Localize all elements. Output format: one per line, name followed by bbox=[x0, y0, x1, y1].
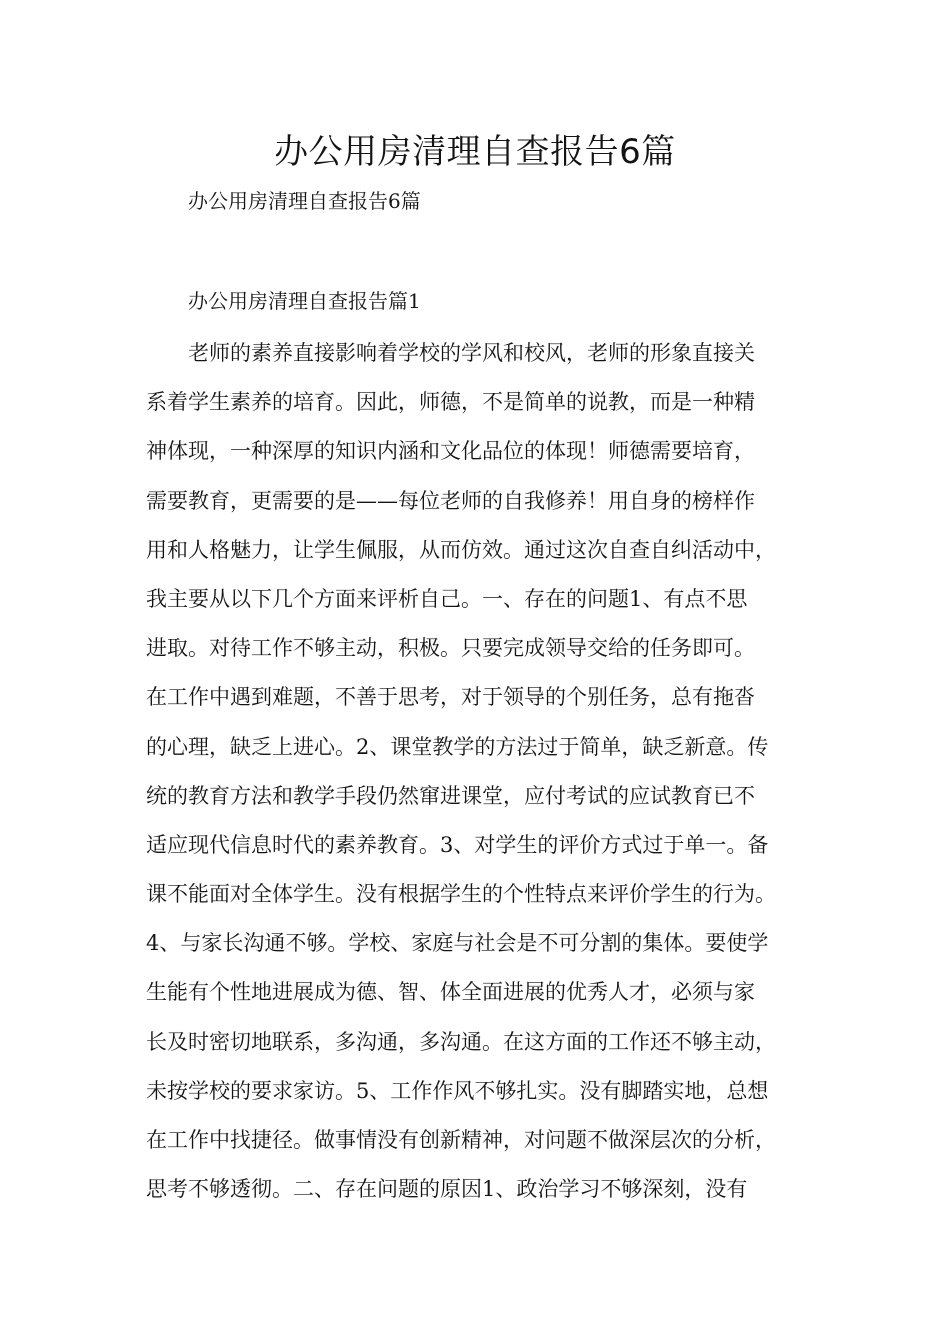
body-line: 生能有个性地进展成为德、智、体全面进展的优秀人才，必须与家 bbox=[146, 980, 755, 1005]
subtitle: 办公用房清理自查报告6篇 bbox=[188, 189, 421, 213]
body-line: 在工作中遇到难题，不善于思考，对于领导的个别任务，总有拖沓 bbox=[146, 685, 755, 710]
body-line: 统的教育方法和教学手段仍然窜进课堂，应付考试的应试教育已不 bbox=[146, 783, 755, 808]
body-paragraph bbox=[146, 334, 836, 1219]
body-line: 老师的素养直接影响着学校的学风和校风，老师的形象直接关 bbox=[188, 341, 755, 365]
body-line: 课不能面对全体学生。没有根据学生的个性特点来评价学生的行为。 bbox=[146, 882, 776, 907]
body-line: 进取。对待工作不够主动，积极。只要完成领导交给的任务即可。 bbox=[146, 636, 755, 661]
body-line: 长及时密切地联系，多沟通，多沟通。在这方面的工作还不够主动， bbox=[146, 1029, 776, 1054]
body-line: 我主要从以下几个方面来评析自己。一、存在的问题1、有点不思 bbox=[146, 586, 748, 611]
section-heading: 办公用房清理自查报告篇1 bbox=[188, 289, 421, 313]
body-line: 需要教育，更需要的是——每位老师的自我修养！用自身的榜样作 bbox=[146, 488, 755, 513]
body-line: 未按学校的要求家访。5、工作作风不够扎实。没有脚踏实地，总想 bbox=[146, 1078, 769, 1103]
body-line: 系着学生素养的培育。因此，师德，不是简单的说教，而是一种精 bbox=[146, 390, 755, 415]
body-line: 4、与家长沟通不够。学校、家庭与社会是不可分割的集体。要使学 bbox=[146, 931, 769, 956]
body-line: 适应现代信息时代的素养教育。3、对学生的评价方式过于单一。备 bbox=[146, 832, 769, 857]
page-title: 办公用房清理自查报告6篇 bbox=[274, 132, 676, 172]
body-line: 神体现，一种深厚的知识内涵和文化品位的体现！师德需要培育， bbox=[146, 439, 755, 464]
body-line: 的心理，缺乏上进心。2、课堂教学的方法过于简单，缺乏新意。传 bbox=[146, 734, 769, 759]
body-line: 用和人格魅力，让学生佩服，从而仿效。通过这次自查自纠活动中， bbox=[146, 537, 776, 562]
body-line: 思考不够透彻。二、存在问题的原因1、政治学习不够深刻，没有 bbox=[146, 1177, 748, 1202]
body-line: 在工作中找捷径。做事情没有创新精神，对问题不做深层次的分析， bbox=[146, 1128, 776, 1152]
